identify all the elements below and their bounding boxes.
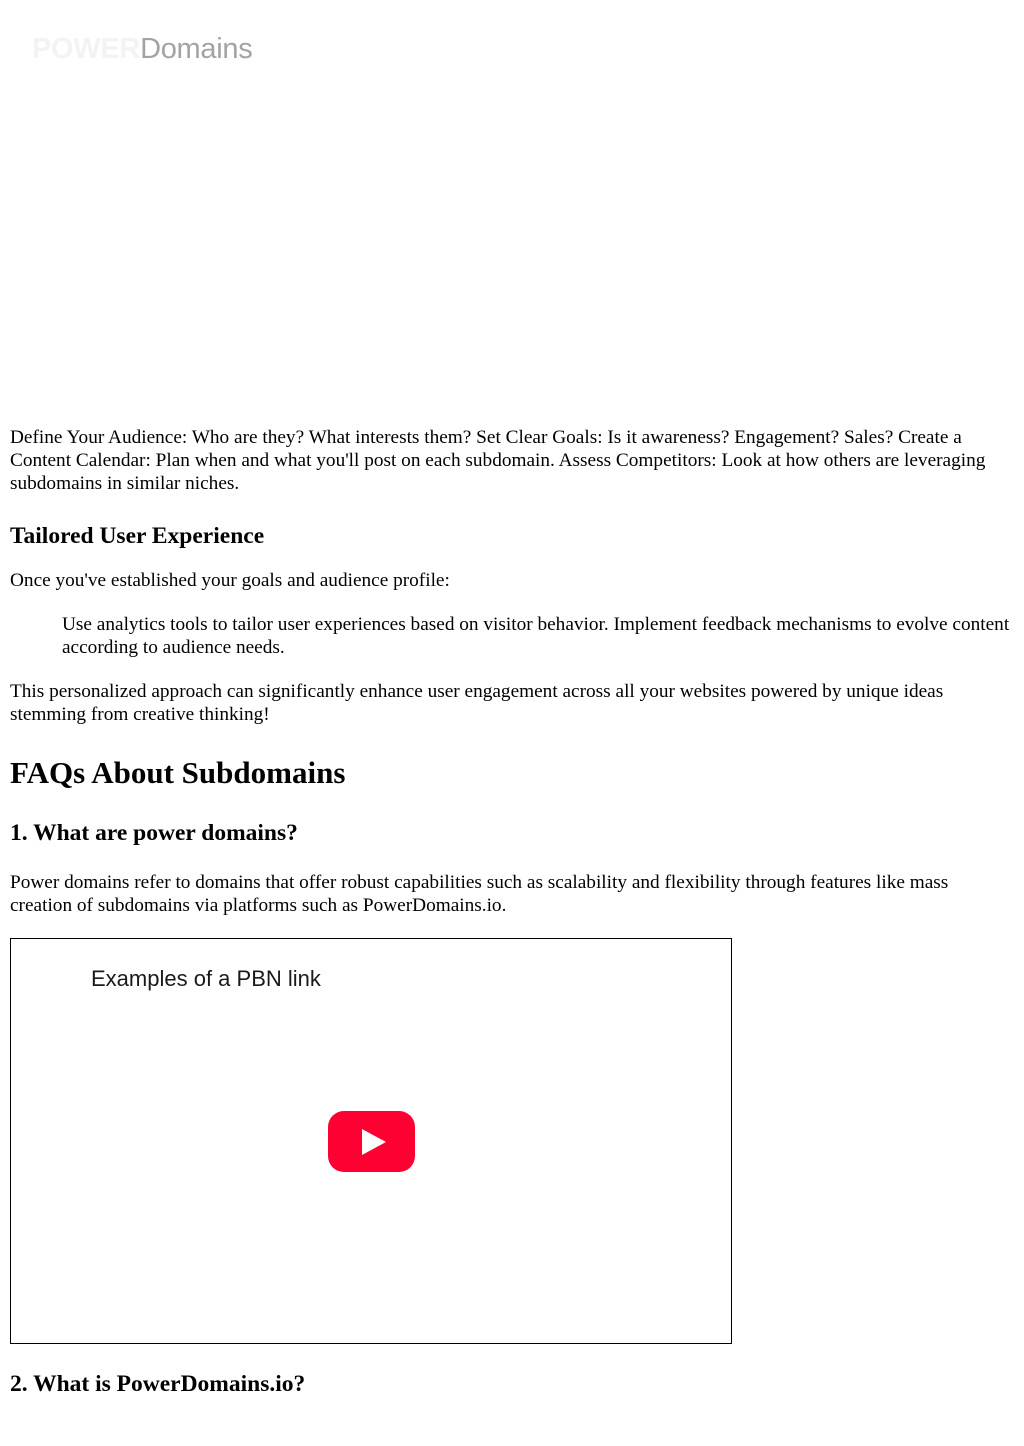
play-button[interactable] (328, 1111, 415, 1172)
tailored-closing-paragraph: This personalized approach can significantly enhance user engagement across all your websites powered by unique ideas stemming from creative thinking! (10, 681, 944, 726)
tailored-intro-paragraph: Once you've established your goals and audience profile: (10, 569, 450, 591)
video-embed[interactable] (10, 938, 732, 1344)
logo-power-text: POWER (32, 33, 141, 65)
play-icon (362, 1129, 386, 1155)
logo-domains-text: Domains (140, 33, 253, 65)
faq-question-1: 1. What are power domains? (10, 819, 298, 846)
faq-question-2: 2. What is PowerDomains.io? (10, 1371, 306, 1398)
tailored-blockquote: Use analytics tools to tailor user experiences based on visitor behavior. Implement feedback mechanisms to evolve content according to audience needs. (62, 613, 1010, 659)
tailored-heading: Tailored User Experience (10, 522, 265, 549)
intro-paragraph: Define Your Audience: Who are they? What interests them? Set Clear Goals: Is it awareness? Engagement? Sales? Create a Content Calendar: Plan when and what you'll post on each subdomain. Assess Competitors: Look at how others are leveraging subdomains in similar niches. (10, 427, 986, 495)
faqs-heading: FAQs About Subdomains (10, 754, 346, 790)
faq-answer-1: Power domains refer to domains that offer robust capabilities such as scalability and flexibility through features like mass creation of subdomains via platforms such as PowerDomains.io. (10, 871, 949, 916)
article-content (10, 426, 1014, 1398)
video-title[interactable]: Examples of a PBN link (91, 966, 321, 992)
site-logo[interactable] (32, 30, 252, 68)
